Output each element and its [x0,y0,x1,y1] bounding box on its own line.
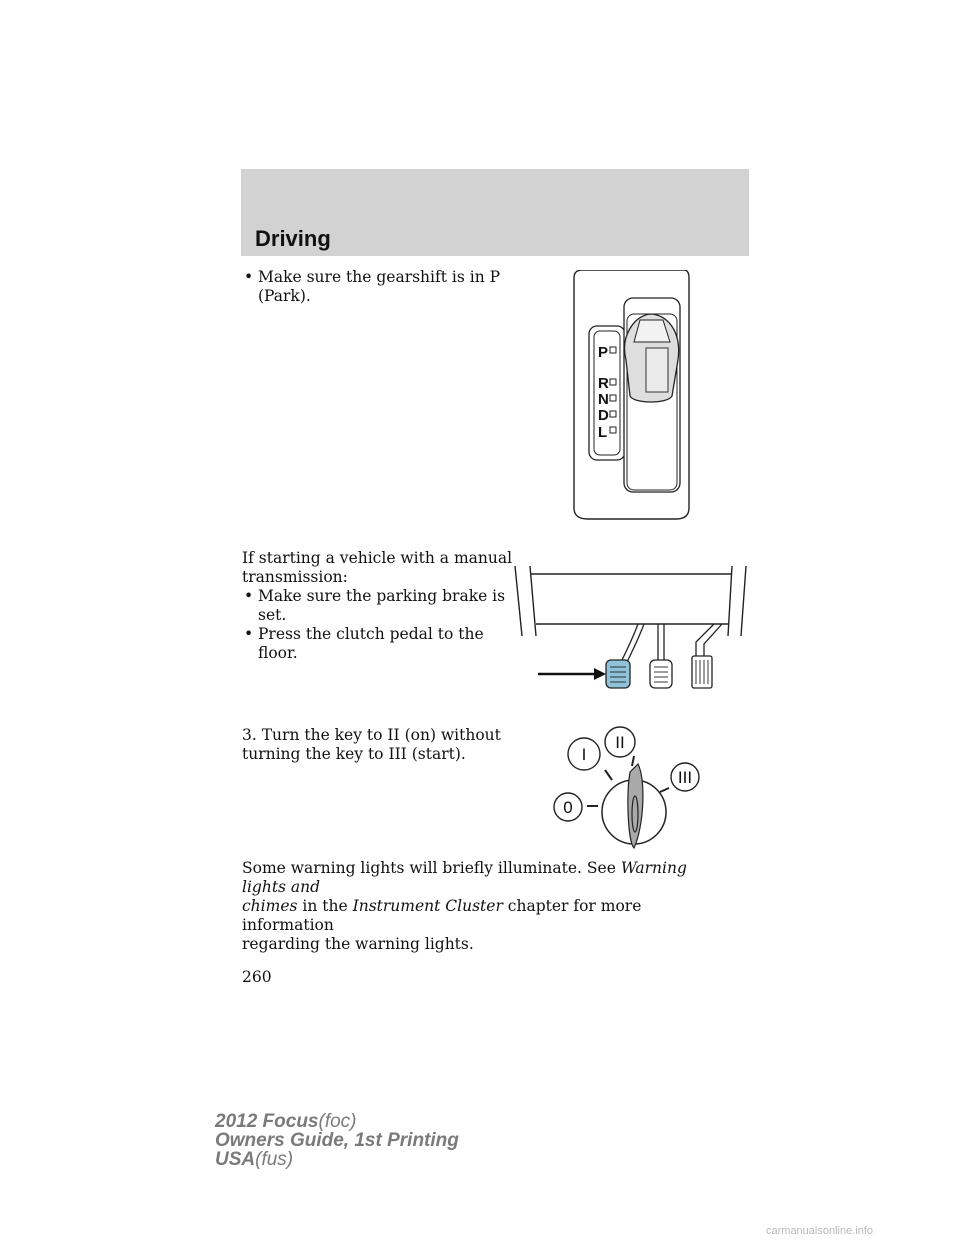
bullet-dot: • [244,625,254,643]
parking-brake-instruction: Make sure the parking brake is set. [258,587,506,624]
ignition-label-start: III [677,768,693,787]
page-number: 260 [242,968,272,986]
chimes-reference: chimes [242,897,298,915]
ignition-label-accessory: I [581,745,587,764]
gear-label-n: N [598,391,609,408]
print-footer: 2012 Focus(foc) Owners Guide, 1st Printing USA(fus) [215,1111,459,1170]
gearshift-instruction: Make sure the gearshift is in P (Park). [258,268,501,305]
gear-label-r: R [598,375,609,392]
ignition-label-off: 0 [563,798,573,817]
bullet-dot: • [244,268,254,286]
gear-label-p: P [598,344,609,361]
bullet-dot: • [244,587,254,605]
watermark: carmanualsonline.info [766,1225,874,1237]
clutch-instruction: Press the clutch pedal to the floor. [258,625,484,662]
ignition-label-on: II [615,733,625,752]
section-title: Driving [255,226,331,251]
gear-label-d: D [598,407,609,424]
pedals-illustration [508,564,754,692]
warning-lights-reference: Warning lights and [242,859,687,896]
instrument-cluster-reference: Instrument Cluster [352,897,503,915]
gear-label-l: L [598,424,608,441]
gearshift-illustration [568,270,698,522]
manual-intro: If starting a vehicle with a manual transmission: [242,549,513,586]
ignition-illustration [548,726,700,854]
warning-lights-paragraph: Some warning lights will briefly illuminate. See Warning lights and chimes in the Instrument Cluster chapter for more information regarding the warning lights. [242,859,687,953]
step-3-instruction: 3. Turn the key to II (on) without turning the key to III (start). [242,726,501,763]
